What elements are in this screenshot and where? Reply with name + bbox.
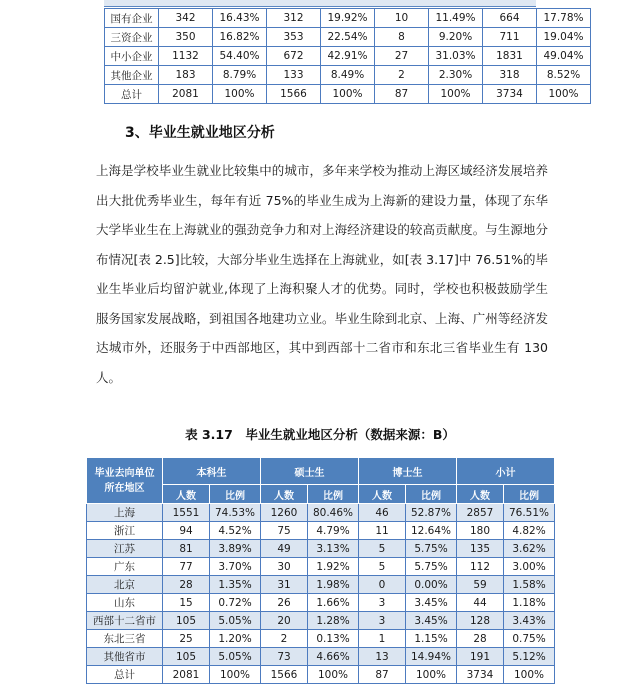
employer-type-table: [104, 8, 591, 104]
count-cell: 30: [261, 558, 308, 576]
count-cell: 20: [261, 612, 308, 630]
table-row: [87, 576, 555, 594]
count-cell: 5: [359, 540, 406, 558]
table-row: [87, 540, 555, 558]
count-cell: 1551: [163, 504, 210, 522]
count-cell: 11: [359, 522, 406, 540]
header-sub-count: 人数: [457, 485, 504, 504]
ratio-cell: 5.12%: [504, 648, 555, 666]
count-cell: 5: [359, 558, 406, 576]
count-cell: 10: [375, 9, 429, 28]
region-cell: 东北三省: [87, 630, 163, 648]
count-cell: 112: [457, 558, 504, 576]
ratio-cell: 49.04%: [537, 47, 591, 66]
region-employment-table: [86, 457, 555, 684]
count-cell: 31: [261, 576, 308, 594]
header-group-subtotal: 小计: [457, 458, 555, 485]
ratio-cell: 54.40%: [213, 47, 267, 66]
region-cell: 西部十二省市: [87, 612, 163, 630]
ratio-cell: 31.03%: [429, 47, 483, 66]
count-cell: 49: [261, 540, 308, 558]
count-cell: 44: [457, 594, 504, 612]
table-row: [105, 9, 591, 28]
ratio-cell: 0.72%: [210, 594, 261, 612]
count-cell: 3734: [457, 666, 504, 684]
region-cell: 其他省市: [87, 648, 163, 666]
ratio-cell: 42.91%: [321, 47, 375, 66]
ratio-cell: 5.75%: [406, 558, 457, 576]
count-cell: 2081: [159, 85, 213, 104]
ratio-cell: 19.92%: [321, 9, 375, 28]
table-row: [105, 47, 591, 66]
unit-type-cell: 三资企业: [105, 28, 159, 47]
ratio-cell: 0.75%: [504, 630, 555, 648]
ratio-cell: 3.89%: [210, 540, 261, 558]
ratio-cell: 1.15%: [406, 630, 457, 648]
header-group-undergrad: 本科生: [163, 458, 261, 485]
ratio-cell: 1.92%: [308, 558, 359, 576]
ratio-cell: 1.35%: [210, 576, 261, 594]
ratio-cell: 19.04%: [537, 28, 591, 47]
count-cell: 1566: [261, 666, 308, 684]
table-row: [105, 28, 591, 47]
ratio-cell: 1.28%: [308, 612, 359, 630]
ratio-cell: 80.46%: [308, 504, 359, 522]
count-cell: 77: [163, 558, 210, 576]
count-cell: 0: [359, 576, 406, 594]
ratio-cell: 16.43%: [213, 9, 267, 28]
ratio-cell: 14.94%: [406, 648, 457, 666]
count-cell: 26: [261, 594, 308, 612]
ratio-cell: 100%: [213, 85, 267, 104]
region-cell: 上海: [87, 504, 163, 522]
count-cell: 2: [261, 630, 308, 648]
header-sub-ratio: 比例: [308, 485, 359, 504]
count-cell: 13: [359, 648, 406, 666]
ratio-cell: 3.62%: [504, 540, 555, 558]
region-cell: 总计: [87, 666, 163, 684]
ratio-cell: 3.00%: [504, 558, 555, 576]
count-cell: 73: [261, 648, 308, 666]
count-cell: 312: [267, 9, 321, 28]
count-cell: 8: [375, 28, 429, 47]
header-sub-ratio: 比例: [210, 485, 261, 504]
count-cell: 664: [483, 9, 537, 28]
ratio-cell: 5.05%: [210, 612, 261, 630]
unit-type-cell: 国有企业: [105, 9, 159, 28]
ratio-cell: 4.79%: [308, 522, 359, 540]
count-cell: 3: [359, 594, 406, 612]
ratio-cell: 22.54%: [321, 28, 375, 47]
table-row: [87, 648, 555, 666]
ratio-cell: 100%: [504, 666, 555, 684]
count-cell: 46: [359, 504, 406, 522]
ratio-cell: 100%: [308, 666, 359, 684]
ratio-cell: 52.87%: [406, 504, 457, 522]
ratio-cell: 3.13%: [308, 540, 359, 558]
ratio-cell: 100%: [210, 666, 261, 684]
ratio-cell: 1.98%: [308, 576, 359, 594]
region-cell: 广东: [87, 558, 163, 576]
count-cell: 1: [359, 630, 406, 648]
header-group-doctor: 博士生: [359, 458, 457, 485]
count-cell: 1260: [261, 504, 308, 522]
table-row: [87, 612, 555, 630]
count-cell: 133: [267, 66, 321, 85]
count-cell: 105: [163, 648, 210, 666]
count-cell: 2857: [457, 504, 504, 522]
table-row: [87, 630, 555, 648]
ratio-cell: 1.66%: [308, 594, 359, 612]
ratio-cell: 1.18%: [504, 594, 555, 612]
region-cell: 江苏: [87, 540, 163, 558]
count-cell: 342: [159, 9, 213, 28]
count-cell: 1566: [267, 85, 321, 104]
header-sub-count: 人数: [261, 485, 308, 504]
count-cell: 711: [483, 28, 537, 47]
unit-type-cell: 中小企业: [105, 47, 159, 66]
ratio-cell: 100%: [537, 85, 591, 104]
table-row: [87, 522, 555, 540]
unit-type-cell: 其他企业: [105, 66, 159, 85]
ratio-cell: 1.58%: [504, 576, 555, 594]
count-cell: 3734: [483, 85, 537, 104]
region-cell: 北京: [87, 576, 163, 594]
ratio-cell: 4.66%: [308, 648, 359, 666]
ratio-cell: 8.79%: [213, 66, 267, 85]
count-cell: 87: [375, 85, 429, 104]
count-cell: 672: [267, 47, 321, 66]
ratio-cell: 0.13%: [308, 630, 359, 648]
ratio-cell: 4.82%: [504, 522, 555, 540]
section-heading: 3、毕业生就业地区分析: [125, 125, 275, 141]
count-cell: 1831: [483, 47, 537, 66]
count-cell: 25: [163, 630, 210, 648]
header-unit-region: [87, 458, 163, 504]
table-caption: 表 3.17 毕业生就业地区分析（数据来源：B）: [185, 427, 455, 442]
count-cell: 350: [159, 28, 213, 47]
ratio-cell: 3.70%: [210, 558, 261, 576]
count-cell: 94: [163, 522, 210, 540]
previous-table-header-strip: [104, 0, 536, 7]
ratio-cell: 1.20%: [210, 630, 261, 648]
table-row: [105, 85, 591, 104]
region-cell: 山东: [87, 594, 163, 612]
header-sub-count: 人数: [163, 485, 210, 504]
ratio-cell: 9.20%: [429, 28, 483, 47]
count-cell: 59: [457, 576, 504, 594]
header-unit-line2: 所在地区: [104, 482, 145, 494]
count-cell: 180: [457, 522, 504, 540]
ratio-cell: 16.82%: [213, 28, 267, 47]
count-cell: 75: [261, 522, 308, 540]
count-cell: 183: [159, 66, 213, 85]
count-cell: 135: [457, 540, 504, 558]
ratio-cell: 8.49%: [321, 66, 375, 85]
ratio-cell: 100%: [321, 85, 375, 104]
count-cell: 87: [359, 666, 406, 684]
header-unit-line1: 毕业去向单位: [94, 467, 155, 479]
ratio-cell: 3.45%: [406, 594, 457, 612]
ratio-cell: 76.51%: [504, 504, 555, 522]
unit-type-cell: 总计: [105, 85, 159, 104]
count-cell: 28: [163, 576, 210, 594]
count-cell: 105: [163, 612, 210, 630]
header-sub-ratio: 比例: [504, 485, 555, 504]
ratio-cell: 11.49%: [429, 9, 483, 28]
count-cell: 3: [359, 612, 406, 630]
count-cell: 2: [375, 66, 429, 85]
region-cell: 浙江: [87, 522, 163, 540]
count-cell: 15: [163, 594, 210, 612]
ratio-cell: 3.43%: [504, 612, 555, 630]
ratio-cell: 100%: [429, 85, 483, 104]
ratio-cell: 12.64%: [406, 522, 457, 540]
ratio-cell: 5.05%: [210, 648, 261, 666]
count-cell: 28: [457, 630, 504, 648]
count-cell: 191: [457, 648, 504, 666]
ratio-cell: 3.45%: [406, 612, 457, 630]
table-row: [105, 66, 591, 85]
table-row: [87, 558, 555, 576]
ratio-cell: 100%: [406, 666, 457, 684]
ratio-cell: 0.00%: [406, 576, 457, 594]
ratio-cell: 2.30%: [429, 66, 483, 85]
count-cell: 128: [457, 612, 504, 630]
table-row: [87, 666, 555, 684]
header-group-master: 硕士生: [261, 458, 359, 485]
count-cell: 81: [163, 540, 210, 558]
count-cell: 2081: [163, 666, 210, 684]
ratio-cell: 8.52%: [537, 66, 591, 85]
header-sub-count: 人数: [359, 485, 406, 504]
ratio-cell: 74.53%: [210, 504, 261, 522]
count-cell: 318: [483, 66, 537, 85]
ratio-cell: 17.78%: [537, 9, 591, 28]
header-sub-ratio: 比例: [406, 485, 457, 504]
ratio-cell: 5.75%: [406, 540, 457, 558]
section-paragraph: 上海是学校毕业生就业比较集中的城市，多年来学校为推动上海区域经济发展培养出大批优秀毕业生，每年有近 75%的毕业生成为上海新的建设力量，体现了东华大学毕业生在上海就业的强劲竞争力和对上海经济建设的较高贡献度。与生源地分布情况[表 2.5]比较，大部分毕业生选择在上海就业，如[表 3.17]中 76.51%的毕业生毕业后均留沪就业,体现了上海积聚人才的优势。同时，学校也积极鼓励学生服务国家发展战略，到祖国各地建功立业。毕业生除到北京、上海、广州等经济发达城市外，还服务于中西部地区，其中到西部十二省市和东北三省毕业生有 130 人。: [96, 163, 548, 385]
count-cell: 27: [375, 47, 429, 66]
count-cell: 1132: [159, 47, 213, 66]
ratio-cell: 4.52%: [210, 522, 261, 540]
count-cell: 353: [267, 28, 321, 47]
table-row: [87, 594, 555, 612]
table-row: [87, 504, 555, 522]
